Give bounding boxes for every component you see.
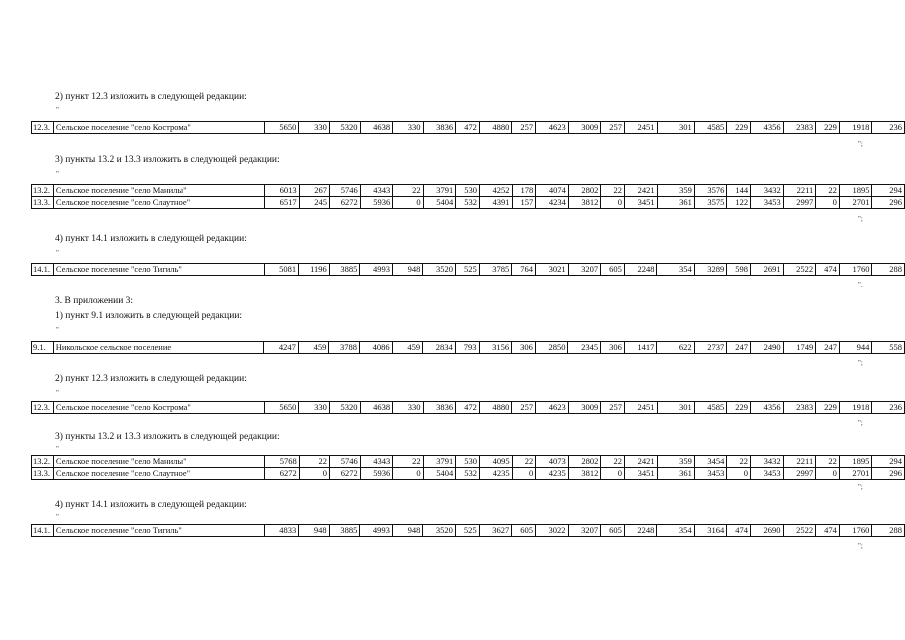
open-quote: " [56,249,59,257]
value-cell: 178 [512,185,536,197]
value-cell: 294 [872,185,905,197]
open-quote: " [56,513,59,521]
value-cell: 4993 [360,525,393,537]
value-cell: 3451 [624,468,657,480]
value-cell: 22 [727,456,751,468]
value-cell: 2691 [751,264,784,276]
value-cell: 4234 [536,197,569,209]
settlement-name-cell: Сельское поселение "село Слаутное" [53,468,264,480]
value-cell: 2345 [568,342,601,354]
value-cell: 4623 [536,122,569,134]
value-cell: 4074 [536,185,569,197]
value-cell: 2997 [783,468,816,480]
value-cell: 5320 [329,402,360,414]
value-cell: 4235 [479,468,512,480]
close-quote: "; [858,419,863,427]
value-cell: 330 [393,402,423,414]
value-cell: 267 [299,185,329,197]
paragraph-items-13-2-13-3-b: 3) пункты 13.2 и 13.3 изложить в следующей редакции: [55,432,280,442]
value-cell: 359 [657,185,694,197]
value-cell: 3021 [536,264,569,276]
value-cell: 6517 [265,197,300,209]
value-cell: 0 [601,197,625,209]
value-cell: 0 [512,468,536,480]
table-14-1-b [31,524,905,537]
value-cell: 5768 [265,456,300,468]
value-cell: 3836 [423,122,456,134]
value-cell: 525 [455,525,479,537]
value-cell: 605 [601,525,625,537]
paragraph-item-9-1: 1) пункт 9.1 изложить в следующей редакции: [55,311,243,321]
item-code-cell: 13.3. [32,197,54,209]
settlement-name-cell: Сельское поселение "село Кострома" [53,122,264,134]
value-cell: 474 [727,525,751,537]
close-quote: ". [858,281,863,289]
value-cell: 5320 [329,122,360,134]
value-cell: 530 [456,185,480,197]
value-cell: 157 [512,197,536,209]
value-cell: 5936 [360,468,393,480]
value-cell: 3791 [423,456,456,468]
value-cell: 4993 [360,264,393,276]
value-cell: 247 [816,342,840,354]
item-code-cell: 13.2. [32,456,54,468]
value-cell: 948 [299,525,329,537]
value-cell: 3207 [568,525,601,537]
value-cell: 1196 [299,264,330,276]
close-quote: "; [858,359,863,367]
table-14-1 [31,263,905,276]
value-cell: 3432 [751,456,784,468]
settlement-name-cell: Сельское поселение "село Слаутное" [53,197,264,209]
value-cell: 229 [727,402,751,414]
value-cell: 4247 [264,342,299,354]
value-cell: 294 [872,456,905,468]
value-cell: 4343 [360,456,393,468]
value-cell: 236 [872,122,905,134]
table-row [32,122,905,134]
value-cell: 301 [657,122,694,134]
paragraph-items-13-2-13-3: 3) пункты 13.2 и 13.3 изложить в следующей редакции: [55,155,280,165]
value-cell: 793 [455,342,479,354]
value-cell: 3432 [751,185,784,197]
value-cell: 525 [455,264,479,276]
paragraph-item-14-1-b: 4) пункт 14.1 изложить в следующей редакции: [55,500,247,510]
value-cell: 5936 [360,197,393,209]
value-cell: 3576 [694,185,727,197]
table-13-2-13-3-b [31,455,905,480]
value-cell: 5404 [423,468,456,480]
value-cell: 3791 [423,185,456,197]
value-cell: 236 [872,402,905,414]
value-cell: 3453 [751,197,784,209]
value-cell: 1918 [839,122,872,134]
value-cell: 361 [657,468,694,480]
value-cell: 2522 [783,264,816,276]
value-cell: 4086 [360,342,393,354]
value-cell: 2248 [624,264,657,276]
table-13-2-13-3 [31,184,905,209]
value-cell: 288 [872,264,905,276]
value-cell: 330 [393,122,423,134]
value-cell: 530 [456,456,480,468]
value-cell: 330 [299,402,329,414]
value-cell: 3785 [479,264,512,276]
value-cell: 4356 [751,122,784,134]
value-cell: 245 [299,197,329,209]
value-cell: 0 [816,468,840,480]
item-code-cell: 9.1. [32,342,54,354]
value-cell: 0 [393,197,423,209]
value-cell: 6272 [330,197,361,209]
value-cell: 2802 [568,185,601,197]
table-row [32,185,905,197]
value-cell: 944 [839,342,871,354]
paragraph-item-12-3: 2) пункт 12.3 изложить в следующей редакции: [55,92,247,102]
value-cell: 3022 [535,525,568,537]
value-cell: 354 [657,525,694,537]
value-cell: 1749 [783,342,816,354]
section-heading-appendix-3: 3. В приложении 3: [55,296,134,306]
value-cell: 1918 [839,402,872,414]
table-row [32,197,905,209]
value-cell: 257 [601,402,625,414]
value-cell: 4391 [479,197,512,209]
close-quote: "; [858,215,863,223]
value-cell: 22 [512,456,536,468]
item-code-cell: 12.3. [32,122,54,134]
value-cell: 948 [392,525,422,537]
value-cell: 301 [657,402,694,414]
value-cell: 22 [601,185,625,197]
value-cell: 3451 [625,197,658,209]
value-cell: 0 [393,468,423,480]
value-cell: 0 [727,468,751,480]
paragraph-item-12-3-b: 2) пункт 12.3 изложить в следующей редакции: [55,374,247,384]
value-cell: 2490 [751,342,784,354]
open-quote: " [56,170,59,178]
value-cell: 3836 [423,402,456,414]
open-quote: " [56,326,59,334]
value-cell: 474 [816,525,840,537]
value-cell: 6013 [265,185,300,197]
value-cell: 3812 [568,468,601,480]
value-cell: 2737 [694,342,727,354]
table-row [32,342,905,354]
item-code-cell: 13.2. [32,185,54,197]
value-cell: 247 [727,342,751,354]
value-cell: 296 [872,468,905,480]
table-row [32,468,905,480]
value-cell: 4585 [694,402,727,414]
value-cell: 0 [601,468,625,480]
value-cell: 330 [299,122,329,134]
value-cell: 4638 [360,122,393,134]
value-cell: 0 [299,468,329,480]
value-cell: 2421 [625,185,658,197]
value-cell: 2802 [568,456,601,468]
value-cell: 605 [512,525,536,537]
value-cell: 2383 [783,402,816,414]
value-cell: 3575 [694,197,727,209]
value-cell: 2834 [423,342,456,354]
value-cell: 4833 [264,525,298,537]
settlement-name-cell: Сельское поселение "село Манилы" [53,456,264,468]
value-cell: 4356 [751,402,784,414]
value-cell: 4638 [360,402,393,414]
value-cell: 2211 [783,185,816,197]
value-cell: 3009 [568,122,601,134]
value-cell: 229 [816,122,840,134]
settlement-name-cell: Никольское сельское поселение [53,342,264,354]
table-12-3-b [31,401,905,414]
value-cell: 3453 [694,468,727,480]
value-cell: 2997 [783,197,816,209]
value-cell: 558 [872,342,905,354]
open-quote: " [56,106,59,114]
value-cell: 5746 [330,185,361,197]
value-cell: 2383 [783,122,816,134]
value-cell: 948 [392,264,422,276]
value-cell: 3164 [694,525,727,537]
item-code-cell: 13.3. [32,468,54,480]
settlement-name-cell: Сельское поселение "село Тигиль" [53,525,264,537]
value-cell: 229 [816,402,840,414]
value-cell: 532 [456,468,480,480]
settlement-name-cell: Сельское поселение "село Манилы" [53,185,264,197]
value-cell: 472 [456,122,480,134]
value-cell: 3156 [479,342,512,354]
value-cell: 474 [816,264,840,276]
value-cell: 257 [512,402,536,414]
value-cell: 5746 [330,456,361,468]
value-cell: 3885 [329,264,360,276]
open-quote: " [56,389,59,397]
value-cell: 3454 [694,456,727,468]
value-cell: 4095 [479,456,512,468]
value-cell: 5404 [423,197,456,209]
table-9-1 [31,341,905,354]
value-cell: 3520 [423,525,456,537]
value-cell: 3812 [568,197,601,209]
item-code-cell: 14.1. [32,525,54,537]
value-cell: 1895 [839,185,872,197]
value-cell: 6272 [265,468,300,480]
value-cell: 3207 [568,264,601,276]
table-row [32,264,905,276]
value-cell: 1760 [839,525,872,537]
value-cell: 306 [601,342,625,354]
value-cell: 22 [393,456,423,468]
value-cell: 0 [816,197,840,209]
value-cell: 4880 [479,122,512,134]
value-cell: 361 [657,197,694,209]
value-cell: 2451 [624,122,657,134]
value-cell: 4623 [536,402,569,414]
settlement-name-cell: Сельское поселение "село Тигиль" [53,264,264,276]
value-cell: 532 [456,197,480,209]
open-quote: " [56,445,59,453]
close-quote: "; [858,140,863,148]
value-cell: 4252 [479,185,512,197]
settlement-name-cell: Сельское поселение "село Кострома" [53,402,264,414]
value-cell: 3885 [329,525,360,537]
value-cell: 2701 [839,468,872,480]
value-cell: 3289 [694,264,727,276]
value-cell: 6272 [330,468,361,480]
item-code-cell: 12.3. [32,402,54,414]
value-cell: 605 [601,264,625,276]
value-cell: 2248 [624,525,657,537]
value-cell: 2421 [624,456,657,468]
value-cell: 622 [657,342,694,354]
value-cell: 2522 [783,525,816,537]
value-cell: 4880 [479,402,512,414]
value-cell: 22 [816,185,840,197]
value-cell: 3627 [479,525,512,537]
value-cell: 4235 [536,468,569,480]
value-cell: 288 [872,525,905,537]
value-cell: 598 [727,264,751,276]
value-cell: 1895 [839,456,872,468]
value-cell: 5650 [264,122,298,134]
close-quote: "; [858,483,863,491]
close-quote: "; [858,542,863,550]
value-cell: 22 [393,185,423,197]
value-cell: 1417 [624,342,657,354]
value-cell: 144 [727,185,751,197]
value-cell: 3453 [751,468,784,480]
value-cell: 4585 [694,122,727,134]
value-cell: 359 [657,456,694,468]
value-cell: 2690 [750,525,783,537]
value-cell: 122 [727,197,751,209]
value-cell: 306 [512,342,536,354]
table-row [32,525,905,537]
value-cell: 1760 [839,264,872,276]
value-cell: 2451 [624,402,657,414]
value-cell: 4343 [360,185,393,197]
value-cell: 2850 [535,342,568,354]
value-cell: 764 [512,264,536,276]
value-cell: 22 [816,456,840,468]
table-row [32,456,905,468]
value-cell: 4073 [536,456,569,468]
value-cell: 2701 [839,197,872,209]
table-12-3 [31,121,905,134]
paragraph-item-14-1: 4) пункт 14.1 изложить в следующей редакции: [55,234,247,244]
value-cell: 459 [298,342,329,354]
value-cell: 5081 [264,264,298,276]
value-cell: 3009 [568,402,601,414]
value-cell: 5650 [264,402,298,414]
value-cell: 459 [392,342,423,354]
item-code-cell: 14.1. [32,264,54,276]
value-cell: 3788 [329,342,360,354]
value-cell: 354 [657,264,694,276]
value-cell: 22 [601,456,625,468]
value-cell: 257 [512,122,536,134]
table-row [32,402,905,414]
value-cell: 296 [872,197,905,209]
value-cell: 22 [299,456,329,468]
value-cell: 229 [727,122,751,134]
value-cell: 472 [456,402,480,414]
value-cell: 2211 [783,456,816,468]
value-cell: 3520 [423,264,456,276]
value-cell: 257 [601,122,625,134]
